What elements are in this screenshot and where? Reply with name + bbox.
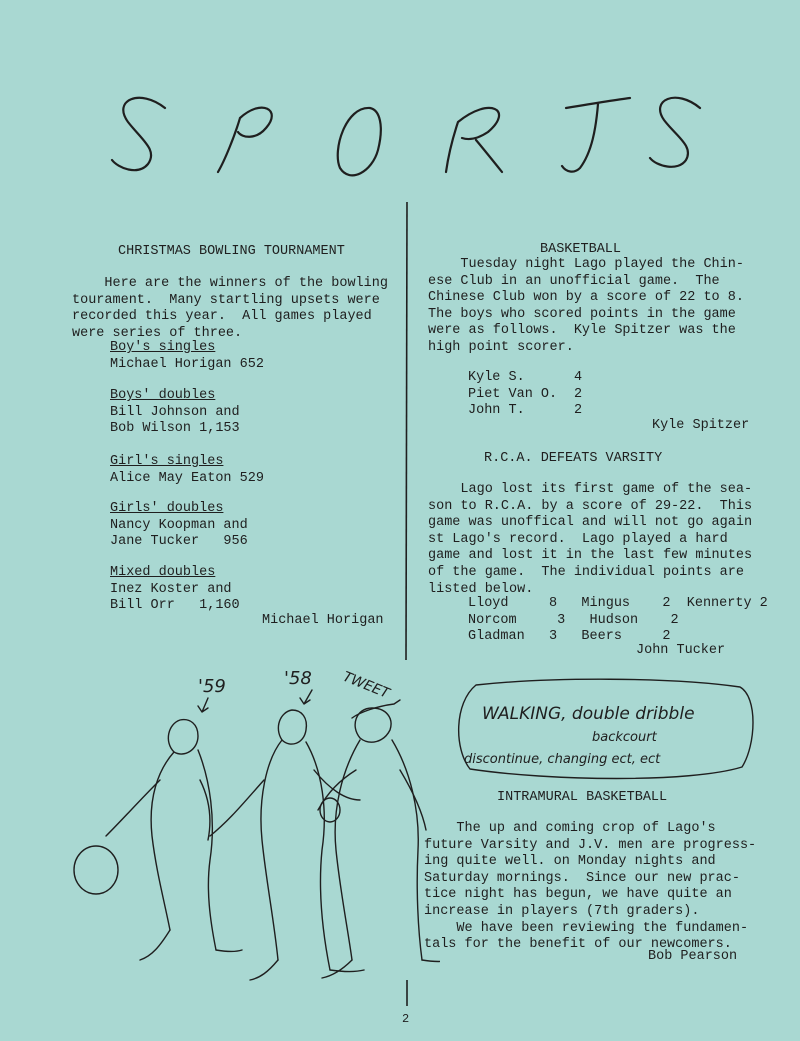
girls-singles-winner: Alice May Eaton 529 [110, 470, 264, 486]
bowling-author: Michael Horigan [262, 613, 384, 628]
boys-singles-section [110, 340, 264, 373]
basketball-body-line: ese Club in an unofficial game. The [428, 273, 720, 289]
score-row [468, 370, 582, 387]
rca-body-line: game was unoffical and will not go again [428, 515, 753, 531]
rca-body-line: of the game. The individual points are [428, 564, 744, 580]
drawing-label-58: '58 [284, 668, 312, 689]
masthead-letter-o [338, 108, 381, 175]
intramural-author: Bob Pearson [648, 949, 738, 964]
bowling-intro-line: recorded this year. All games played [72, 309, 372, 325]
boys-singles-heading: Boy's singles [110, 340, 216, 355]
sports-masthead [0, 0, 800, 190]
intramural-body-line: future Varsity and J.V. men are progress- [424, 837, 757, 853]
score-points: 2 [574, 403, 583, 419]
intramural-title: INTRAMURAL BASKETBALL [497, 790, 668, 805]
basketball-body-line: Chinese Club won by a score of 22 to 8. [428, 290, 744, 306]
masthead-letter-s2 [650, 98, 700, 167]
rca-body-line: listed below. [428, 581, 534, 597]
girls-doubles-winner: Jane Tucker 956 [110, 534, 248, 550]
basketball-body-line: were as follows. Kyle Spitzer was the [428, 323, 736, 339]
boys-doubles-heading: Boys' doubles [110, 388, 216, 403]
rca-points-row: Lloyd 8 Mingus 2 Kennerty 2 [468, 596, 768, 611]
intramural-body-line: tice night has begun, we have quite an [424, 887, 732, 903]
boys-doubles-winner: Bob Wilson 1,153 [110, 421, 240, 437]
girls-doubles-section [110, 501, 248, 551]
intramural-body-line: The up and coming crop of Lago's [424, 821, 716, 836]
rca-body-line: Lago lost its first game of the sea- [428, 482, 753, 497]
basketball-body [428, 257, 744, 357]
rca-body-line: st Lago's record. Lago played a hard [428, 531, 728, 547]
rca-points [468, 596, 768, 646]
drawing-tweet: TWEET [340, 668, 392, 702]
mixed-doubles-winner: Bill Orr 1,160 [110, 598, 240, 614]
bowling-intro [72, 276, 388, 342]
girls-doubles-heading: Girls' doubles [110, 501, 224, 516]
callout-bubble [450, 675, 760, 787]
girls-doubles-winner: Nancy Koopman and [110, 517, 248, 533]
intramural-body-line: increase in players (7th graders). [424, 903, 700, 919]
basketball-title: BASKETBALL [540, 242, 622, 257]
callout-line: backcourt [592, 730, 657, 745]
boys-doubles-section [110, 388, 240, 438]
basketball-body-line: Tuesday night Lago played the Chin- [428, 257, 744, 272]
masthead-letter-s1 [112, 98, 165, 170]
masthead-letter-t [562, 98, 630, 172]
score-row [468, 387, 582, 404]
rca-points-row: Norcom 3 Hudson 2 [468, 612, 679, 628]
intramural-body-line: tals for the benefit of our newcomers. [424, 937, 732, 953]
girls-singles-section [110, 454, 264, 487]
bowling-intro-line: Here are the winners of the bowling [72, 276, 388, 291]
page-number: 2 [402, 1012, 410, 1026]
intramural-body [424, 821, 756, 954]
intramural-body-line: We have been reviewing the fundamen- [424, 920, 749, 936]
bowling-title: CHRISTMAS BOWLING TOURNAMENT [118, 244, 345, 259]
rca-body-line: game and lost it in the last few minutes [428, 548, 753, 564]
bowling-intro-line: tourament. Many startling upsets were [72, 292, 380, 308]
rca-title: R.C.A. DEFEATS VARSITY [484, 451, 663, 466]
score-name: John T. [468, 403, 525, 419]
masthead-letter-r [446, 108, 502, 172]
score-points: 2 [574, 386, 583, 402]
mixed-doubles-heading: Mixed doubles [110, 565, 216, 580]
rca-body [428, 482, 752, 598]
masthead-letter-p [218, 108, 272, 172]
mixed-doubles-winner: Inez Koster and [110, 581, 232, 597]
drawing-label-59: '59 [198, 676, 226, 697]
score-name: Piet Van O. [468, 386, 558, 402]
basketball-body-line: high point scorer. [428, 339, 574, 355]
score-row [468, 403, 582, 420]
basketball-body-line: The boys who scored points in the game [428, 306, 736, 322]
mixed-doubles-section [110, 565, 240, 615]
callout-line: WALKING, double dribble [482, 704, 695, 724]
rca-body-line: son to R.C.A. by a score of 29-22. This [428, 498, 753, 514]
boys-doubles-winner: Bill Johnson and [110, 404, 240, 420]
players-drawing [60, 660, 440, 990]
bowling-intro-line: were series of three. [72, 325, 243, 341]
basketball-author: Kyle Spitzer [652, 418, 750, 433]
intramural-body-line: ing quite well. on Monday nights and [424, 854, 716, 870]
boys-singles-winner: Michael Horigan 652 [110, 356, 264, 372]
callout-line: discontinue, changing ect, ect [464, 752, 661, 767]
rca-points-row: Gladman 3 Beers 2 [468, 629, 671, 645]
basketball-scores [468, 370, 582, 420]
score-name: Kyle S. [468, 370, 525, 385]
score-points: 4 [574, 370, 583, 385]
column-divider [400, 200, 414, 660]
girls-singles-heading: Girl's singles [110, 454, 224, 469]
intramural-body-line: Saturday mornings. Since our new prac- [424, 870, 740, 886]
rca-author: John Tucker [636, 643, 726, 658]
